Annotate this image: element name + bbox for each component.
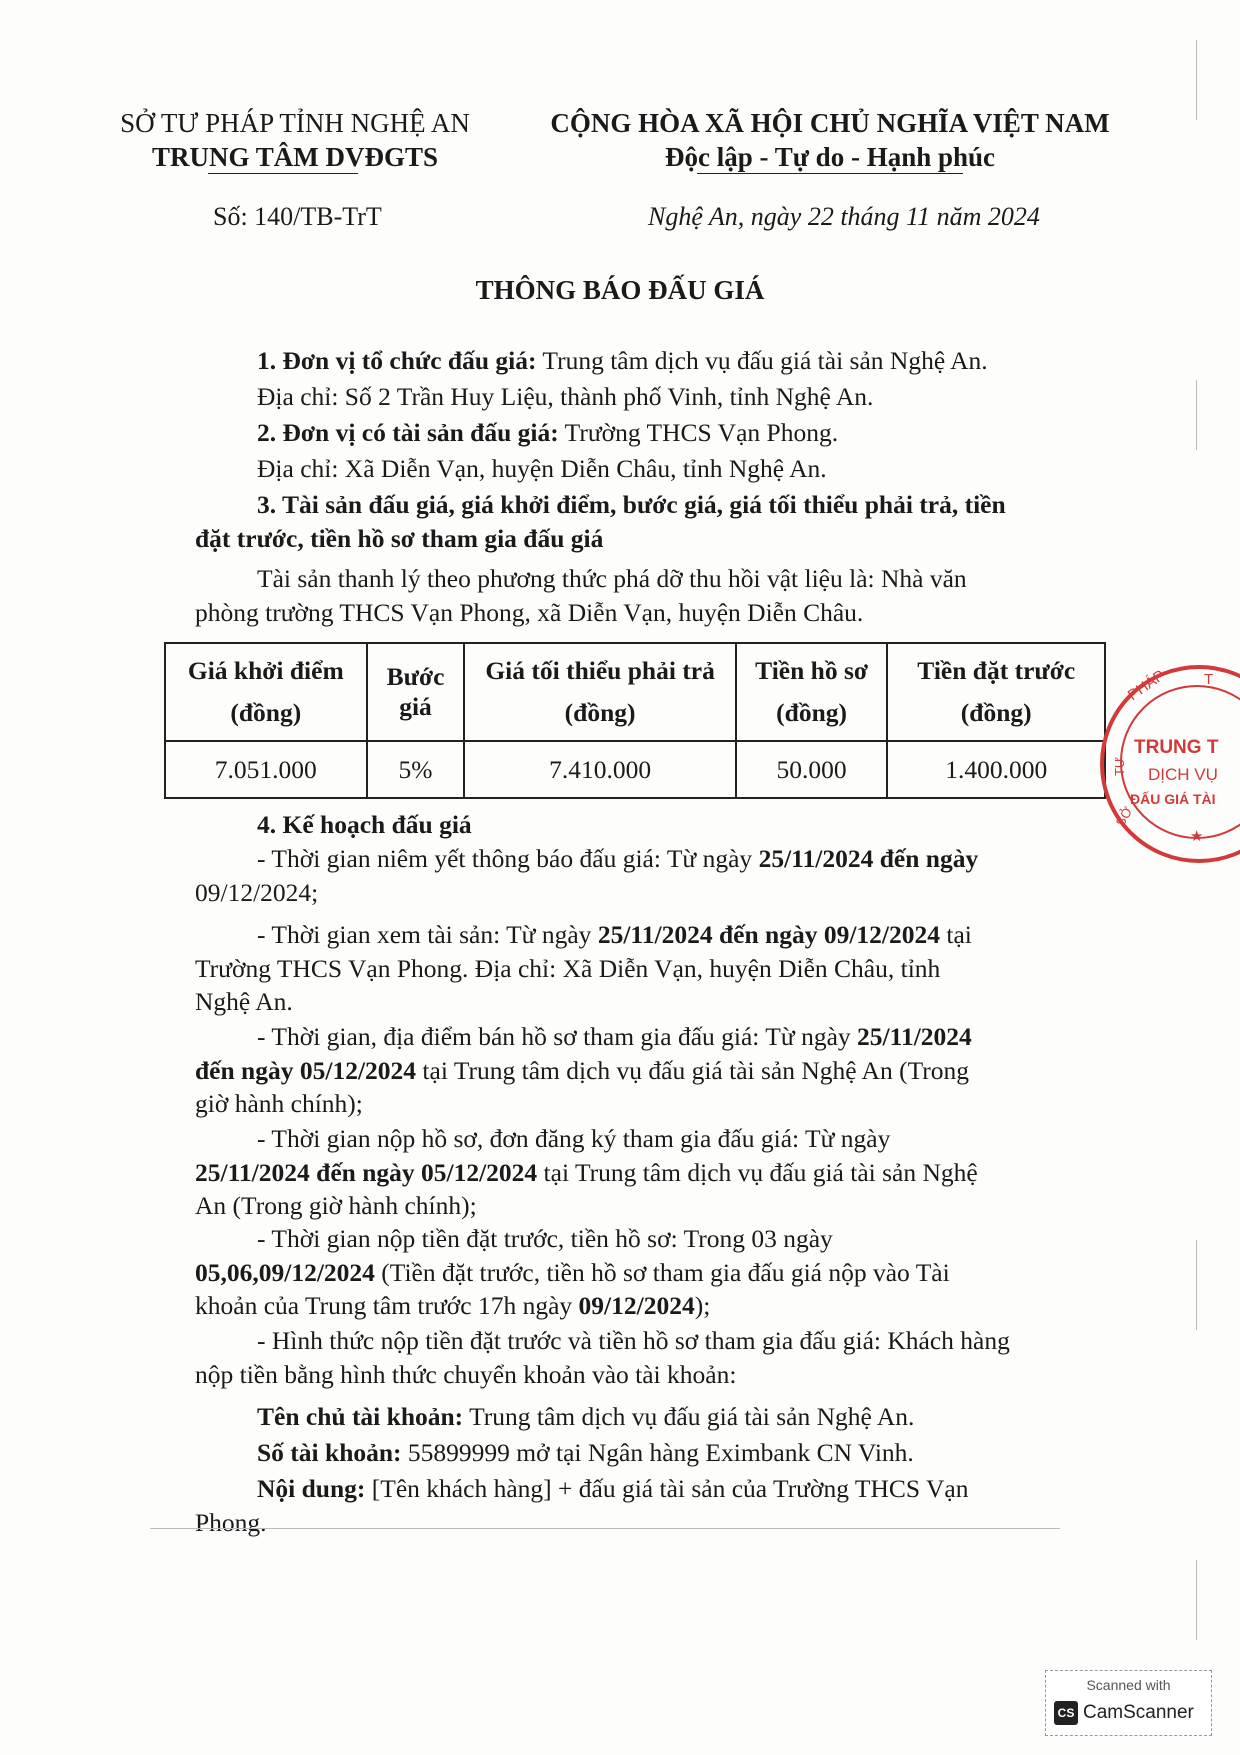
th-price-step: Bước giá	[367, 643, 465, 741]
center-name: TRUNG TÂM DVĐGTS	[151, 142, 439, 172]
s1-value: Trung tâm dịch vụ đấu giá tài sản Nghệ An.	[536, 346, 988, 375]
scanner-caption: Scanned with	[1086, 1677, 1171, 1693]
section-3-heading	[195, 488, 1065, 555]
bullet-deposit-time: - Thời gian nộp tiền đặt trước, tiền hồ sơ: Trong 03 ngày 05,06,09/12/2024 (Tiền đặt trước, tiền hồ sơ tham gia đấu giá nộp vào Tài khoản của Trung tâm trước 17h ngày 09/12/2024);	[195, 1224, 950, 1320]
td-minimum-price: 7.410.000	[464, 741, 735, 798]
seal-text: T	[1204, 671, 1214, 688]
th-starting-price: Giá khởi điểm (đồng)	[165, 643, 367, 741]
bullet-submission: - Thời gian nộp hồ sơ, đơn đăng ký tham gia đấu giá: Từ ngày 25/11/2024 đến ngày 05/12/2024 tại Trung tâm dịch vụ đấu giá tài sản Nghệ An (Trong giờ hành chính);	[195, 1124, 978, 1220]
camscanner-logo-icon: CS	[1054, 1701, 1078, 1725]
s2-address: Địa chỉ: Xã Diễn Vạn, huyện Diễn Châu, tỉnh Nghệ An.	[257, 454, 827, 483]
seal-text: SỞ	[1112, 804, 1136, 829]
scan-edge	[1196, 40, 1197, 120]
account-name: Tên chủ tài khoản: Trung tâm dịch vụ đấu giá tài sản Nghệ An.	[257, 1402, 915, 1431]
table-row	[165, 741, 1105, 798]
scan-edge	[1196, 380, 1197, 450]
s3-desc-line2: phòng trường THCS Vạn Phong, xã Diễn Vạn, huyện Diễn Châu.	[195, 597, 864, 627]
bullet-viewing-time: - Thời gian xem tài sản: Từ ngày 25/11/2024 đến ngày 09/12/2024 tại Trường THCS Vạn Phong. Địa chỉ: Xã Diễn Vạn, huyện Diễn Châu, tỉnh Nghệ An.	[195, 920, 972, 1016]
motto: Độc lập - Tự do - Hạnh phúc	[664, 142, 996, 172]
th-minimum-price: Giá tối thiểu phải trả (đồng)	[464, 643, 735, 741]
seal-text: ĐẤU GIÁ TÀI	[1130, 791, 1216, 807]
section-2	[195, 416, 1065, 450]
header-left	[110, 106, 480, 174]
s1-address: Địa chỉ: Số 2 Trần Huy Liệu, thành phố Vinh, tỉnh Nghệ An.	[257, 382, 874, 411]
td-deposit: 1.400.000	[887, 741, 1105, 798]
seal-text: TƯ	[1112, 756, 1128, 777]
doc-number: Số: 140/TB-TrT	[213, 202, 382, 231]
bullet-dossier-sale: - Thời gian, địa điểm bán hồ sơ tham gia đấu giá: Từ ngày 25/11/2024 đến ngày 05/12/2024 tại Trung tâm dịch vụ đấu giá tài sản Nghệ An (Trong giờ hành chính);	[195, 1022, 972, 1118]
s2-label: 2. Đơn vị có tài sản đấu giá:	[257, 418, 559, 447]
motto-rule	[697, 173, 963, 174]
republic-name: CỘNG HÒA XÃ HỘI CHỦ NGHĨA VIỆT NAM	[550, 108, 1110, 138]
seal-inner-ring	[1120, 685, 1240, 839]
agency-name: SỞ TƯ PHÁP TỈNH NGHỆ AN	[120, 108, 470, 138]
section-1	[195, 344, 1065, 378]
th-dossier-fee: Tiền hồ sơ (đồng)	[736, 643, 888, 741]
s3-heading-line1: 3. Tài sản đấu giá, giá khởi điểm, bước giá, giá tối thiểu phải trả, tiền	[257, 490, 1006, 519]
bullet-posting-time: - Thời gian niêm yết thông báo đấu giá: Từ ngày 25/11/2024 đến ngày 09/12/2024;	[195, 844, 979, 907]
payment-content: Nội dung: [Tên khách hàng] + đấu giá tài sản của Trường THCS Vạn Phong.	[195, 1474, 969, 1537]
section-3-desc	[195, 562, 1065, 629]
seal-star-icon: ★	[1190, 828, 1204, 845]
camscanner-watermark	[1045, 1670, 1212, 1736]
scan-edge	[1196, 1560, 1197, 1640]
th-deposit: Tiền đặt trước (đồng)	[887, 643, 1105, 741]
s3-desc-line1: Tài sản thanh lý theo phương thức phá dỡ thu hồi vật liệu là: Nhà văn	[257, 564, 967, 593]
seal-text: PHÁP	[1124, 666, 1169, 705]
section-4-heading: 4. Kế hoạch đấu giá	[257, 810, 472, 839]
scan-edge	[1196, 1240, 1197, 1330]
s3-heading-line2: đặt trước, tiền hồ sơ tham gia đấu giá	[195, 523, 604, 553]
account-number: Số tài khoản: 55899999 mở tại Ngân hàng Eximbank CN Vinh.	[257, 1438, 914, 1467]
seal-text: DỊCH VỤ	[1148, 765, 1218, 784]
bullet-payment-method: - Hình thức nộp tiền đặt trước và tiền hồ sơ tham gia đấu giá: Khách hàng nộp tiền bằng hình thức chuyển khoản vào tài khoản:	[195, 1326, 1010, 1389]
fold-line	[150, 1528, 1060, 1529]
header-left-rule	[208, 173, 358, 174]
td-price-step: 5%	[367, 741, 465, 798]
official-seal	[1100, 665, 1240, 863]
header-right	[530, 106, 1130, 174]
scanner-brand: CamScanner	[1083, 1702, 1194, 1723]
seal-text: TRUNG T	[1134, 737, 1219, 758]
doc-title: THÔNG BÁO ĐẤU GIÁ	[475, 275, 765, 305]
s1-label: 1. Đơn vị tổ chức đấu giá:	[257, 346, 537, 375]
td-dossier-fee: 50.000	[736, 741, 888, 798]
td-starting-price: 7.051.000	[165, 741, 367, 798]
s2-value: Trường THCS Vạn Phong.	[558, 418, 839, 447]
place-date: Nghệ An, ngày 22 tháng 11 năm 2024	[648, 202, 1040, 231]
auction-table	[164, 642, 1106, 799]
table-header-row	[165, 643, 1105, 741]
